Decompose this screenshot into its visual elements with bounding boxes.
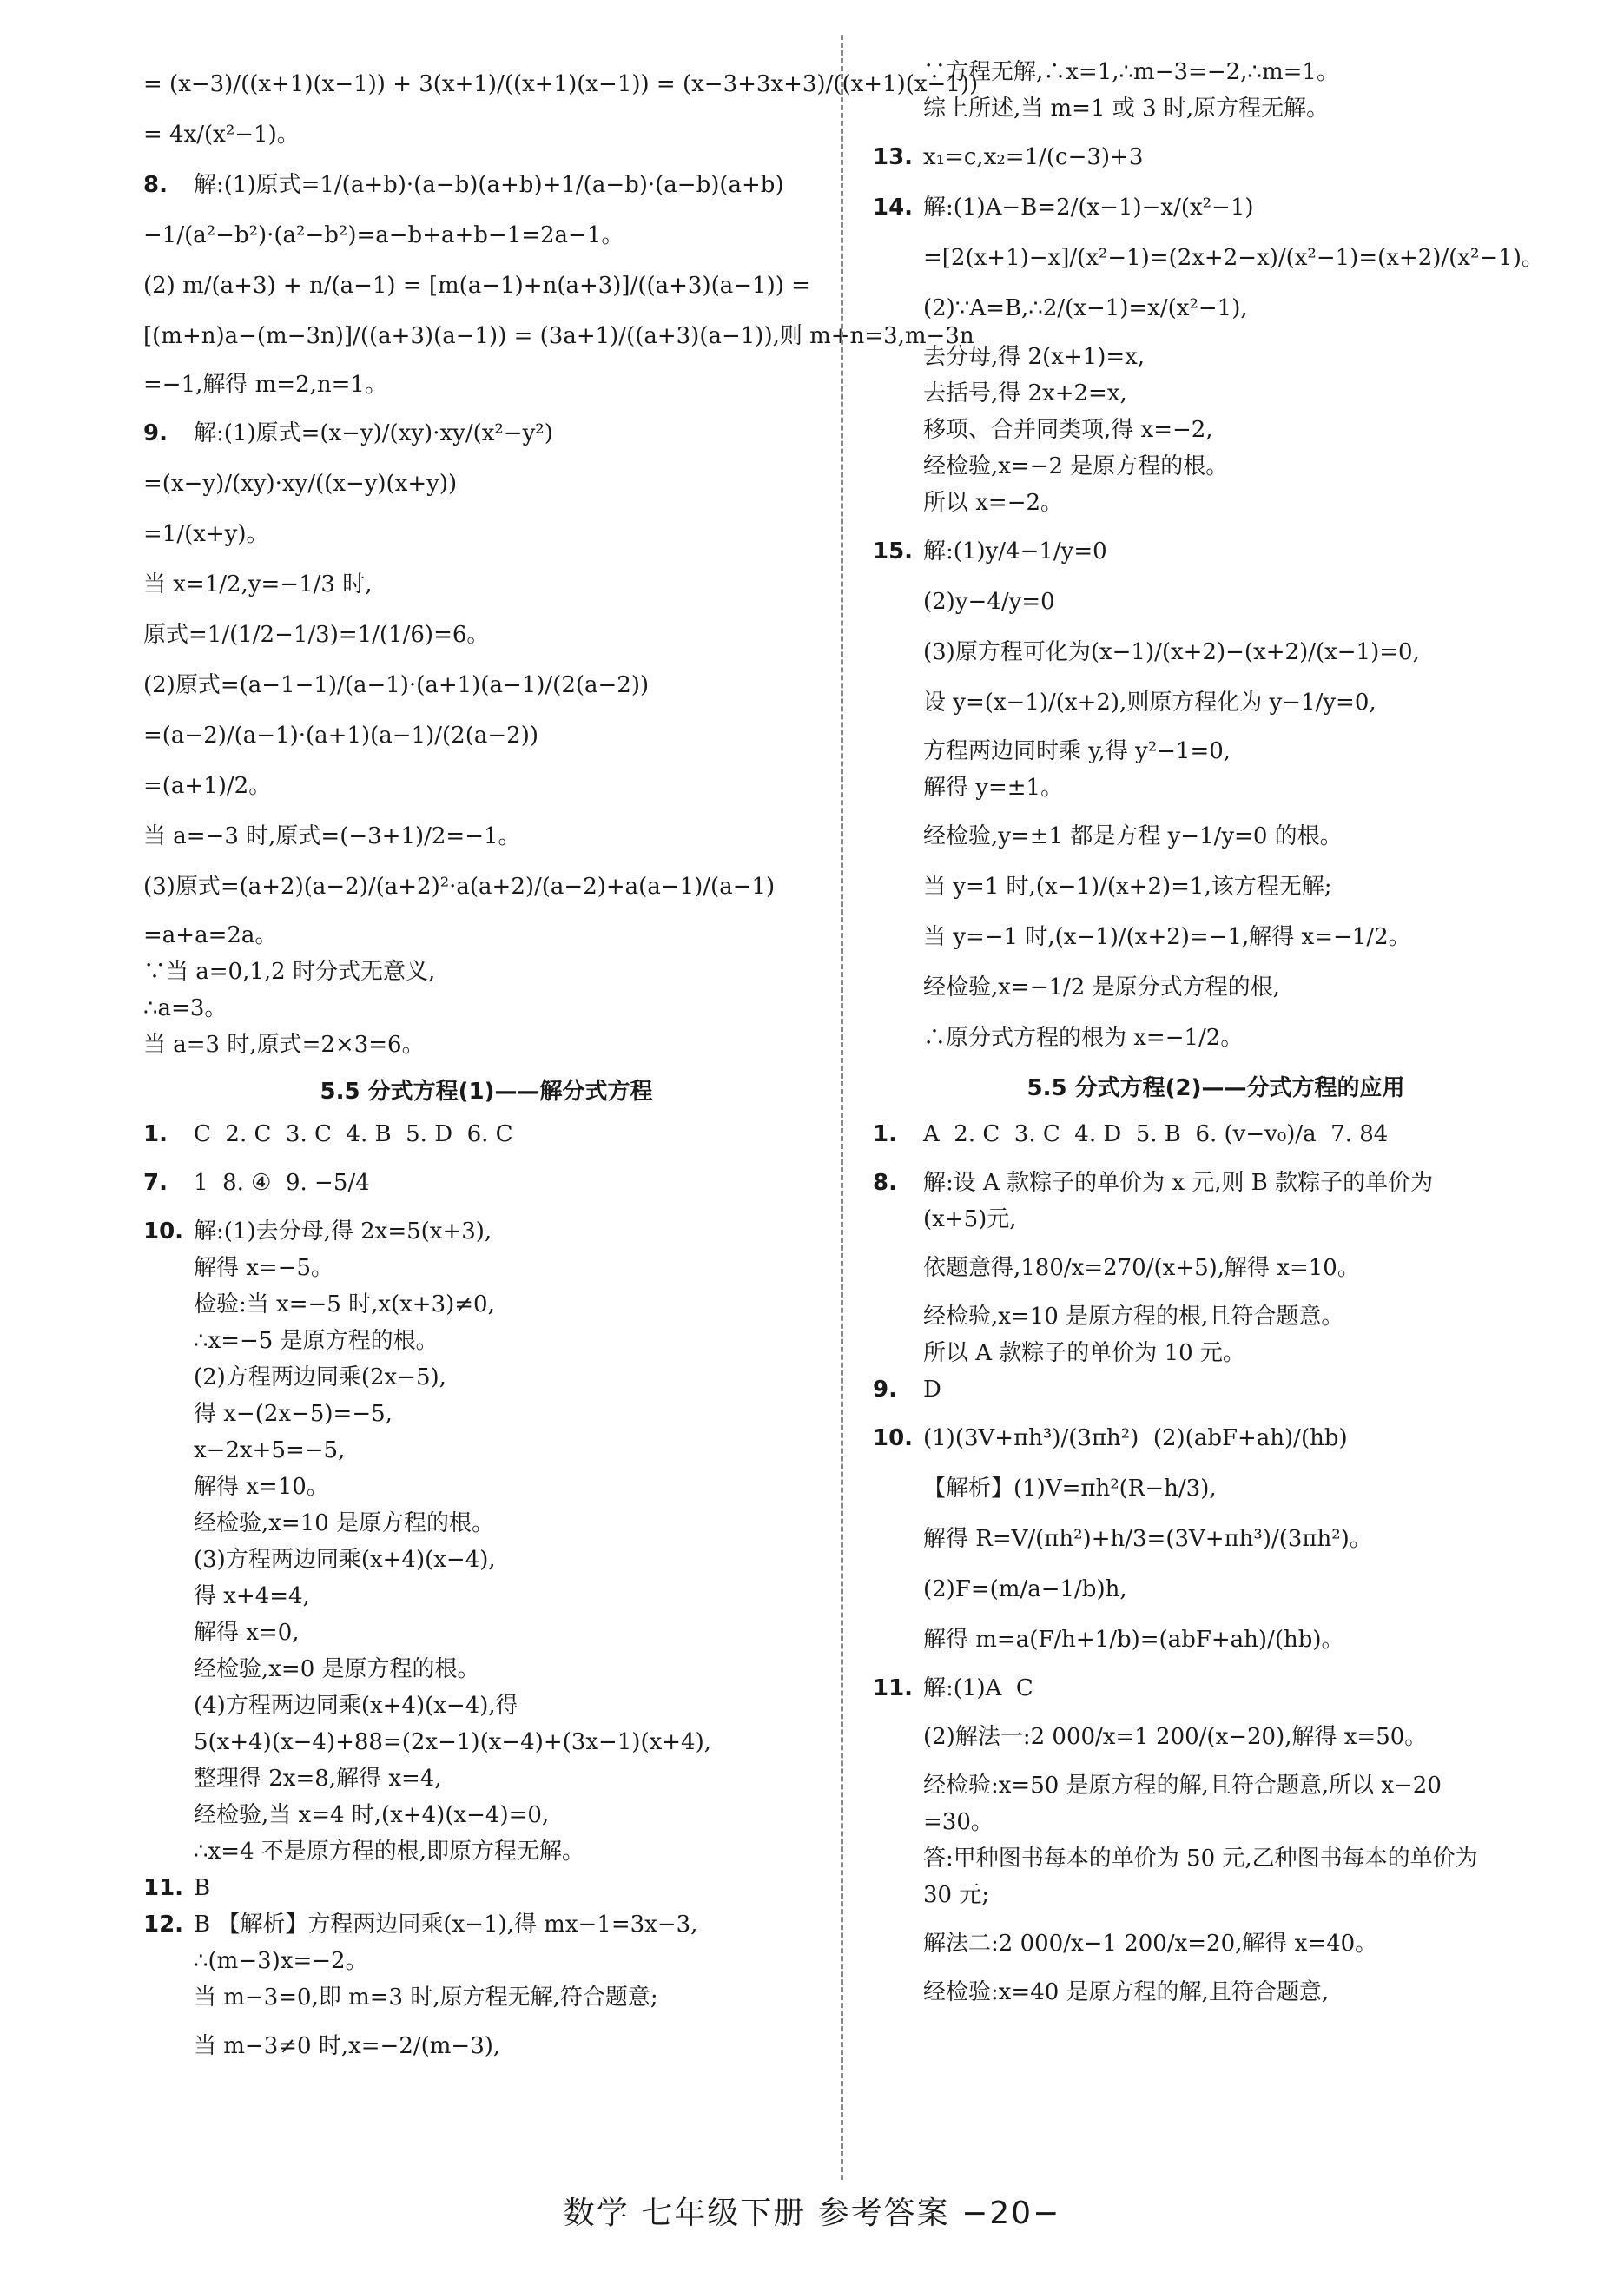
answer-line: [143, 768, 829, 804]
answer-text: 依题意得,180/x=270/(x+5),解得 x=10。: [923, 1255, 1360, 1281]
answer-text: 解得 x=−5。: [194, 1255, 334, 1281]
answer-text: (4)方程两边同乘(x+4)(x−4),得: [194, 1693, 518, 1719]
answer-line: [873, 340, 1559, 373]
answer-line: [143, 992, 829, 1025]
answer-text: ∵当 a=0,1,2 时分式无意义,: [143, 959, 436, 985]
answer-text: 解:(1)原式=1/(a+b)·(a−b)(a+b)+1/(a−b)·(a−b)(a+b): [194, 172, 784, 198]
answer-line: [873, 1925, 1559, 1962]
answer-line: [143, 1215, 829, 1248]
answer-line: [143, 466, 829, 502]
answer-text: 解法二:2 000/x−1 200/x=20,解得 x=40。: [923, 1931, 1378, 1957]
answer-text: ∴a=3。: [143, 995, 228, 1021]
answer-text: ∴x=−5 是原方程的根。: [194, 1328, 439, 1354]
question-number: 9.: [143, 420, 168, 446]
answer-text: (x+5)元,: [923, 1206, 1017, 1232]
answer-line: [873, 1250, 1559, 1286]
answer-line: [873, 1420, 1559, 1456]
answer-text: =[2(x+1)−x]/(x²−1)=(2x+2−x)/(x²−1)=(x+2)/(x²−1)。: [923, 245, 1544, 271]
answer-line: [873, 1571, 1559, 1608]
answer-text: 当 a=3 时,原式=2×3=6。: [143, 1032, 425, 1058]
answer-text: B: [194, 1875, 211, 1901]
answer-line: [143, 1689, 829, 1722]
answer-text: 5(x+4)(x−4)+88=(2x−1)(x−4)+(3x−1)(x+4),: [194, 1729, 711, 1755]
answer-line: [143, 1361, 829, 1394]
answer-text: 答:甲种图书每本的单价为 50 元,乙种图书每本的单价为: [923, 1846, 1478, 1872]
answer-text: 解:(1)y/4−1/y=0: [923, 538, 1107, 565]
answer-line: [873, 1470, 1559, 1507]
answer-line: [873, 240, 1559, 276]
answer-line: [143, 1653, 829, 1686]
answer-text: = (x−3)/((x+1)(x−1)) + 3(x+1)/((x+1)(x−1)) = (x−3+3x+3)/((x+1)(x−1)): [143, 71, 979, 97]
answer-text: (2) m/(a+3) + n/(a−1) = [m(a−1)+n(a+3)]/((a+3)(a−1)) =: [143, 273, 810, 299]
answer-text: (2)y−4/y=0: [923, 589, 1055, 615]
answer-text: 当 m−3≠0 时,x=−2/(m−3),: [194, 2033, 501, 2059]
question-number: 8.: [143, 172, 168, 198]
answer-text: 解得 m=a(F/h+1/b)=(abF+ah)/(hb)。: [923, 1627, 1344, 1653]
answer-line: [143, 1616, 829, 1649]
answer-text: (3)方程两边同乘(x+4)(x−4),: [194, 1547, 496, 1573]
right-column: [873, 52, 1559, 2012]
answer-line: [143, 1835, 829, 1868]
answer-line: [873, 1806, 1559, 1839]
answer-line: [143, 1470, 829, 1503]
answer-line: [873, 684, 1559, 721]
answer-line: [873, 1769, 1559, 1802]
answer-line: [143, 1251, 829, 1284]
answer-line: [143, 267, 829, 304]
question-number: 9.: [873, 1377, 897, 1403]
answer-line: [143, 617, 829, 653]
answer-text: 1 8. ④ 9. −5/4: [194, 1170, 370, 1196]
answer-line: [143, 1324, 829, 1357]
answer-line: [143, 667, 829, 703]
answer-line: [143, 2028, 829, 2064]
answer-line: [873, 771, 1559, 804]
answer-text: (2)方程两边同乘(2x−5),: [194, 1364, 446, 1390]
answer-text: = 4x/(x²−1)。: [143, 122, 300, 148]
answer-text: 得 x+4=4,: [194, 1583, 310, 1609]
answer-line: [143, 1507, 829, 1540]
answer-text: 经检验,x=0 是原方程的根。: [194, 1656, 480, 1682]
answer-text: 原式=1/(1/2−1/3)=1/(1/6)=6。: [143, 622, 490, 648]
answer-text: x₁=c,x₂=1/(c−3)+3: [923, 144, 1144, 170]
answer-text: 方程两边同时乘 y,得 y²−1=0,: [923, 738, 1231, 764]
answer-line: [143, 1165, 829, 1201]
answer-text: [(m+n)a−(m−3n)]/((a+3)(a−1)) = (3a+1)/((a+3)(a−1)),则 m+n=3,m−3n: [143, 323, 974, 349]
answer-line: [143, 1945, 829, 1978]
question-number: 10.: [143, 1218, 184, 1245]
answer-text: 所以 x=−2。: [923, 490, 1064, 516]
answer-line: [143, 919, 829, 952]
answer-text: =a+a=2a。: [143, 922, 278, 948]
answer-line: [143, 217, 829, 254]
answer-text: A 2. C 3. C 4. D 5. B 6. (v−v₀)/a 7. 84: [923, 1121, 1389, 1147]
answer-text: =(a+1)/2。: [143, 773, 272, 799]
question-number: 7.: [143, 1170, 168, 1196]
answer-text: =(x−y)/(xy)·xy/((x−y)(x+y)): [143, 471, 458, 497]
answer-text: 当 x=1/2,y=−1/3 时,: [143, 571, 373, 598]
answer-text: 移项、合并同类项,得 x=−2,: [923, 417, 1213, 443]
answer-line: [873, 1719, 1559, 1755]
answer-line: [873, 486, 1559, 519]
column-divider: [841, 35, 843, 2180]
answer-line: [873, 868, 1559, 905]
answer-text: 解:(1)去分母,得 2x=5(x+3),: [194, 1218, 492, 1245]
answer-text: ∴原分式方程的根为 x=−1/2。: [923, 1025, 1244, 1051]
section-title: 5.5 分式方程(2)——分式方程的应用: [1027, 1075, 1405, 1101]
answer-line: [873, 969, 1559, 1006]
answer-text: 解得 y=±1。: [923, 775, 1064, 801]
answer-line: [143, 66, 979, 102]
answer-line: [873, 735, 1559, 768]
answer-text: ∴x=4 不是原方程的根,即原方程无解。: [194, 1839, 585, 1865]
answer-text: 经检验,x=−1/2 是原分式方程的根,: [923, 974, 1280, 1001]
question-number: 8.: [873, 1170, 897, 1196]
answer-text: −1/(a²−b²)·(a²−b²)=a−b+a+b−1=2a−1。: [143, 222, 624, 248]
answer-text: =−1,解得 m=2,n=1。: [143, 372, 387, 398]
answer-text: 当 y=−1 时,(x−1)/(x+2)=−1,解得 x=−1/2。: [923, 924, 1411, 950]
answer-text: 去括号,得 2x+2=x,: [923, 380, 1127, 406]
answer-text: 解得 x=10。: [194, 1474, 329, 1500]
answer-line: [873, 1672, 1559, 1705]
answer-text: ∴(m−3)x=−2。: [194, 1948, 368, 1974]
answer-line: [873, 1337, 1559, 1370]
answer-text: (2)解法一:2 000/x=1 200/(x−20),解得 x=50。: [923, 1724, 1428, 1750]
answer-line: [873, 1521, 1559, 1557]
answer-text: (2)原式=(a−1−1)/(a−1)·(a+1)(a−1)/(2(a−2)): [143, 672, 650, 698]
answer-line: [873, 533, 1559, 570]
answer-line: [873, 139, 1559, 175]
answer-line: [143, 1872, 829, 1905]
answer-line: [143, 1908, 829, 1941]
answer-line: [143, 368, 829, 401]
answer-text: 解得 x=0,: [194, 1620, 300, 1646]
answer-text: 经检验,当 x=4 时,(x+4)(x−4)=0,: [194, 1802, 550, 1828]
answer-line: [873, 1879, 1559, 1912]
question-number: 12.: [143, 1912, 184, 1938]
answer-text: 解得 R=V/(πh²)+h/3=(3V+πh³)/(3πh²)。: [923, 1526, 1372, 1552]
answer-text: 所以 A 款粽子的单价为 10 元。: [923, 1340, 1245, 1366]
answer-text: 得 x−(2x−5)=−5,: [194, 1401, 393, 1427]
answer-text: 解:(1)A C: [923, 1675, 1033, 1701]
answer-line: [873, 818, 1559, 855]
answer-text: =(a−2)/(a−1)·(a+1)(a−1)/(2(a−2)): [143, 723, 538, 749]
answer-line: [873, 290, 1559, 327]
question-number: 15.: [873, 538, 914, 565]
answer-line: [143, 717, 829, 754]
answer-line: [143, 1397, 829, 1430]
answer-text: 经检验:x=40 是原方程的解,且符合题意,: [923, 1979, 1330, 2005]
answer-text: B 【解析】方程两边同乘(x−1),得 mx−1=3x−3,: [194, 1912, 698, 1938]
answer-line: [873, 413, 1559, 446]
answer-line: [143, 1434, 829, 1467]
answer-line: [873, 56, 1559, 89]
answer-text: 设 y=(x−1)/(x+2),则原方程化为 y−1/y=0,: [923, 690, 1376, 716]
answer-text: 去分母,得 2(x+1)=x,: [923, 344, 1145, 370]
answer-text: (2)∵A=B,∴2/(x−1)=x/(x²−1),: [923, 295, 1248, 321]
answer-text: D: [923, 1377, 941, 1403]
answer-text: 【解析】(1)V=πh²(R−h/3),: [923, 1476, 1217, 1502]
answer-line: [143, 415, 829, 452]
answer-line: [143, 516, 829, 552]
answer-text: 检验:当 x=−5 时,x(x+3)≠0,: [194, 1291, 495, 1318]
answer-line: [143, 566, 829, 603]
section-title: 5.5 分式方程(1)——解分式方程: [320, 1079, 653, 1105]
answer-line: [143, 1288, 829, 1321]
answer-line: [873, 1116, 1559, 1152]
question-number: 11.: [873, 1675, 914, 1701]
answer-line: [873, 377, 1559, 410]
answer-line: [143, 1726, 829, 1759]
answer-text: 当 a=−3 时,原式=(−3+1)/2=−1。: [143, 823, 521, 849]
answer-text: C 2. C 3. C 4. B 5. D 6. C: [194, 1121, 513, 1147]
answer-line: [873, 919, 1559, 955]
answer-line: [143, 1799, 829, 1832]
answer-text: 解:(1)A−B=2/(x−1)−x/(x²−1): [923, 195, 1254, 221]
question-number: 10.: [873, 1425, 914, 1451]
answer-line: [143, 1543, 829, 1576]
answer-line: [873, 189, 1559, 226]
answer-text: 经检验,x=−2 是原方程的根。: [923, 453, 1229, 479]
question-number: 14.: [873, 195, 914, 221]
answer-line: [873, 1166, 1559, 1199]
answer-text: (3)原方程可化为(x−1)/(x+2)−(x+2)/(x−1)=0,: [923, 639, 1420, 665]
question-number: 1.: [143, 1121, 168, 1147]
answer-line: [143, 868, 829, 905]
answer-line: [143, 1028, 829, 1061]
answer-line: [143, 116, 829, 153]
answer-text: =1/(x+y)。: [143, 521, 269, 547]
answer-line: [143, 1118, 829, 1151]
answer-line: [143, 318, 974, 354]
answer-line: [143, 955, 829, 988]
answer-line: [873, 634, 1559, 670]
answer-text: 综上所述,当 m=1 或 3 时,原方程无解。: [923, 96, 1330, 122]
answer-text: 经检验,x=10 是原方程的根。: [194, 1510, 495, 1536]
answer-text: (1)(3V+πh³)/(3πh²) (2)(abF+ah)/(hb): [923, 1425, 1348, 1451]
answer-line: [873, 1621, 1559, 1658]
answer-text: =30。: [923, 1809, 994, 1835]
answer-text: ∵方程无解,∴x=1,∴m−3=−2,∴m=1。: [923, 59, 1339, 85]
answer-text: (2)F=(m/a−1/b)h,: [923, 1576, 1127, 1602]
answer-text: 经检验:x=50 是原方程的解,且符合题意,所以 x−20: [923, 1773, 1442, 1799]
answer-line: [873, 1373, 1559, 1406]
answer-line: [143, 1580, 829, 1613]
answer-line: [873, 584, 1559, 620]
answer-line: [873, 1203, 1559, 1236]
answer-text: 整理得 2x=8,解得 x=4,: [194, 1766, 442, 1792]
answer-text: 当 m−3=0,即 m=3 时,原方程无解,符合题意;: [194, 1985, 658, 2011]
answer-line: [873, 1300, 1559, 1333]
question-number: 1.: [873, 1121, 897, 1147]
answer-text: (3)原式=(a+2)(a−2)/(a+2)²·a(a+2)/(a−2)+a(a−1)/(a−1): [143, 874, 776, 900]
answer-text: 经检验,x=10 是原方程的根,且符合题意。: [923, 1304, 1344, 1330]
answer-line: [873, 1842, 1559, 1875]
answer-text: 30 元;: [923, 1882, 990, 1908]
answer-line: [143, 1762, 829, 1795]
answer-text: 解:设 A 款粽子的单价为 x 元,则 B 款粽子的单价为: [923, 1170, 1434, 1196]
answer-line: [873, 1976, 1559, 2009]
answer-text: 当 y=1 时,(x−1)/(x+2)=1,该方程无解;: [923, 874, 1332, 900]
answer-text: 经检验,y=±1 都是方程 y−1/y=0 的根。: [923, 823, 1343, 849]
answer-line: [143, 818, 829, 855]
answer-line: [143, 1981, 829, 2014]
answer-text: x−2x+5=−5,: [194, 1437, 346, 1463]
question-number: 11.: [143, 1875, 184, 1901]
answer-line: [143, 167, 829, 203]
answer-line: [873, 1020, 1559, 1056]
answer-line: [873, 92, 1559, 125]
question-number: 13.: [873, 144, 914, 170]
answer-text: 解:(1)原式=(x−y)/(xy)·xy/(x²−y²): [194, 420, 553, 446]
page-footer: 数学 七年级下册 参考答案 −20−: [563, 2196, 1061, 2231]
answer-line: [873, 450, 1559, 483]
